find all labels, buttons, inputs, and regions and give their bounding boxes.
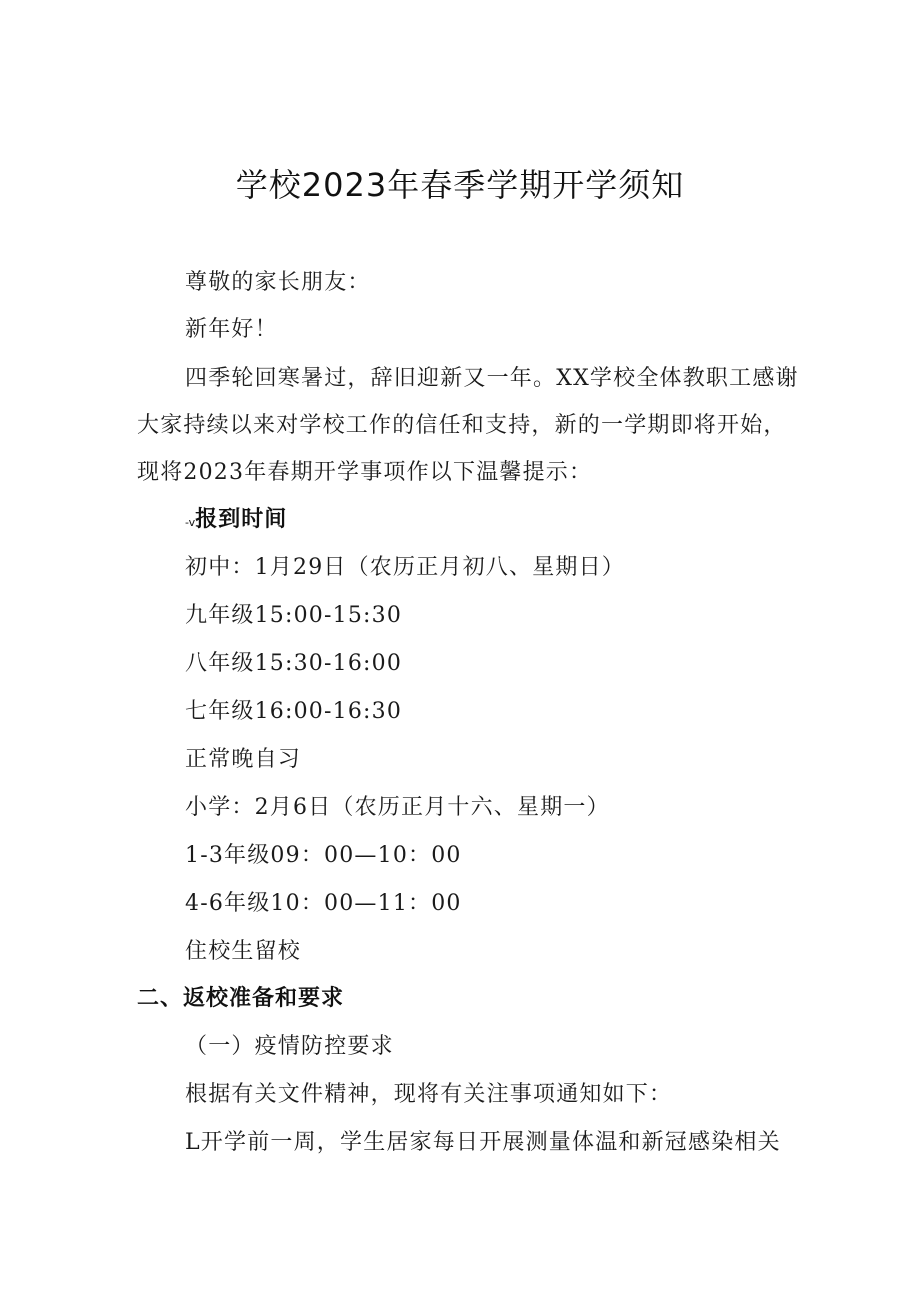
grades-1-3-time: 1-3年级09：00—10：00 bbox=[185, 843, 462, 868]
salutation: 尊敬的家长朋友： bbox=[185, 270, 371, 295]
item1-start: L开学前一周，学生居家每日开展测量体温和新冠感染相关 bbox=[185, 1130, 781, 1155]
section1-heading bbox=[185, 505, 287, 538]
grade7-time: 七年级16:00-16:30 bbox=[185, 699, 403, 724]
subsection1-heading: （一）疫情防控要求 bbox=[185, 1034, 394, 1059]
grade9-time: 九年级15:00-15:30 bbox=[185, 603, 403, 628]
grades-4-6-time: 4-6年级10：00—11：00 bbox=[185, 891, 462, 916]
middle-school-note: 正常晚自习 bbox=[185, 747, 302, 772]
section2-intro: 根据有关文件精神，现将有关注事项通知如下： bbox=[185, 1082, 673, 1107]
intro-paragraph: 四季轮回寒暑过，辞旧迎新又一年。XX学校全体教职工感谢大家持续以来对学校工作的信任和支持，新的一学期即将开始，现将2023年春期开学事项作以下温馨提示： bbox=[137, 366, 799, 485]
grade8-time: 八年级15:30-16:00 bbox=[185, 651, 403, 676]
document-title: 学校2023年春季学期开学须知 bbox=[235, 166, 685, 204]
primary-school-note: 住校生留校 bbox=[185, 939, 302, 964]
greeting: 新年好！ bbox=[185, 317, 278, 342]
section2-heading: 二、返校准备和要求 bbox=[137, 986, 345, 1011]
primary-school-date: 小学：2月6日（农历正月十六、星期一） bbox=[185, 795, 610, 820]
section1-heading-text: 报到时间 bbox=[195, 507, 288, 532]
middle-school-date: 初中：1月29日（农历正月初八、星期日） bbox=[185, 555, 625, 580]
section1-prefix: -v bbox=[185, 516, 196, 529]
